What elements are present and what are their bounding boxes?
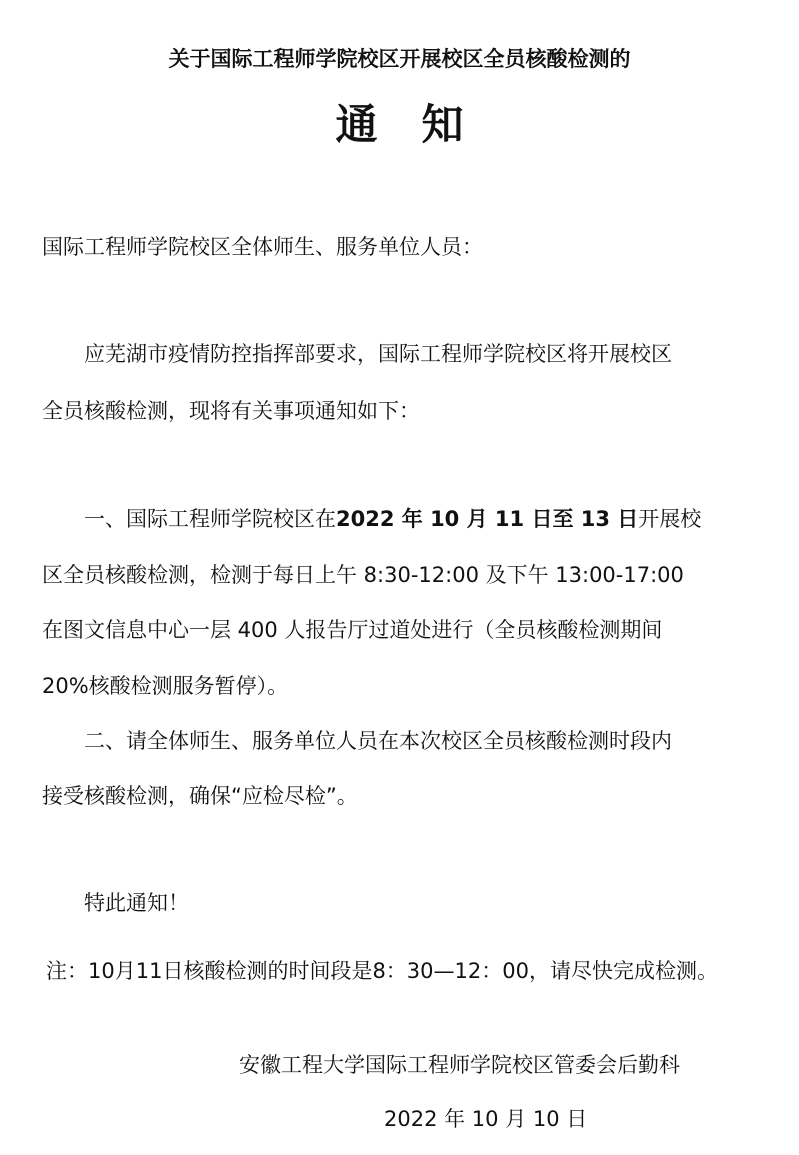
issue-date: 2022 年 10 月 10 日 [384, 1107, 588, 1131]
issuer: 安徽工程大学国际工程师学院校区管委会后勤科 [239, 1053, 680, 1077]
heading-line1: 关于国际工程师学院校区开展校区全员核酸检测的 [168, 47, 631, 71]
item1-line3: 在图文信息中心一层 400 人报告厅过道处进行（全员核酸检测期间 [42, 618, 663, 642]
item1-line2: 区全员核酸检测，检测于每日上午 8:30-12:00 及下午 13:00-17:00 [42, 563, 684, 587]
item2-line1: 二、请全体师生、服务单位人员在本次校区全员核酸检测时段内 [84, 729, 672, 753]
heading-notice: 通知 [335, 100, 508, 149]
item1-line4: 20%核酸检测服务暂停）。 [42, 674, 289, 698]
item1-suffix: 开展校 [638, 507, 702, 531]
item1-line1 [84, 505, 701, 533]
item2-line2: 接受核酸检测，确保“应检尽检”。 [42, 784, 358, 808]
item1-date-range: 2022 年 10 月 11 日至 13 日 [336, 507, 639, 531]
intro-line2: 全员核酸检测，现将有关事项通知如下： [42, 399, 420, 423]
salutation: 国际工程师学院校区全体师生、服务单位人员： [42, 235, 483, 259]
closing: 特此通知！ [84, 891, 189, 915]
note: 注：10月11日核酸检测的时间段是8：30—12：00，请尽快完成检测。 [46, 959, 718, 983]
item1-prefix: 一、国际工程师学院校区在 [84, 507, 336, 531]
intro-line1: 应芜湖市疫情防控指挥部要求，国际工程师学院校区将开展校区 [84, 342, 672, 366]
